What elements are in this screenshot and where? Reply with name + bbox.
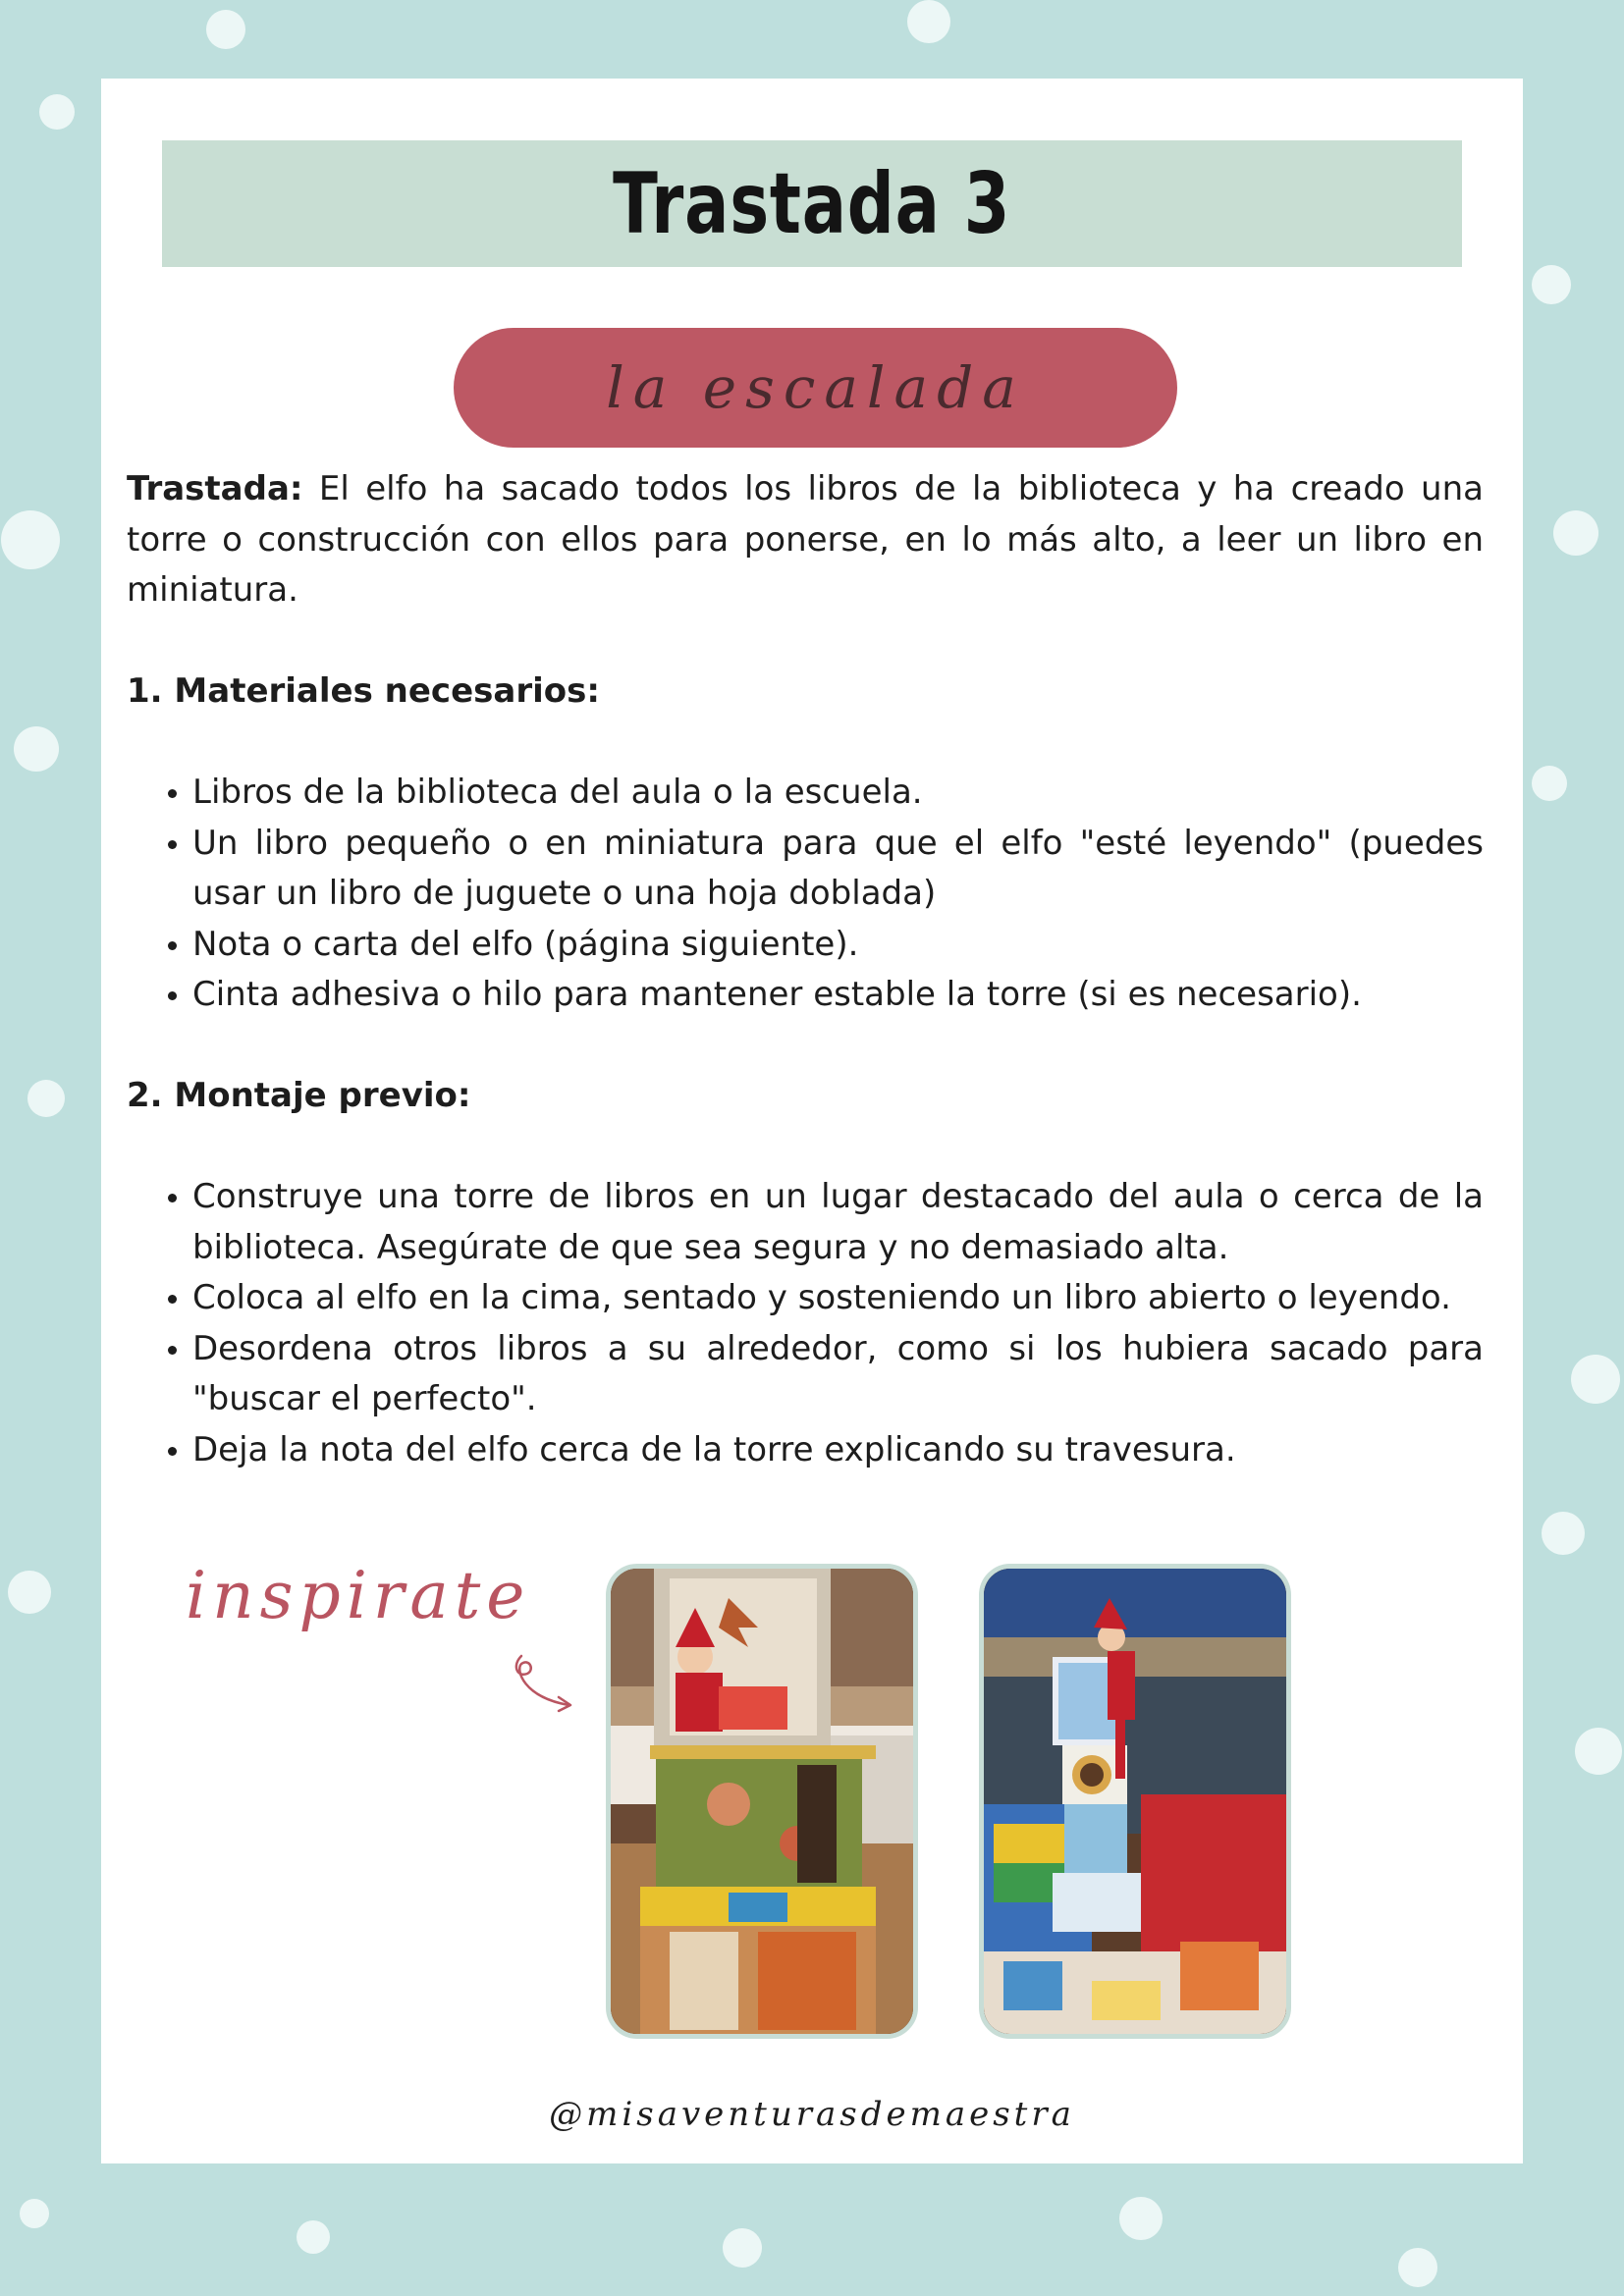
inspiration-block — [186, 1558, 598, 1695]
setup-list — [127, 1172, 1484, 1475]
curly-arrow-icon — [510, 1648, 588, 1717]
intro-text: El elfo ha sacado todos los libros de la biblioteca y ha creado una torre o construcción con ellos para ponerse, en lo más alto, a leer un libro en miniatura. — [127, 469, 1484, 610]
list-item: • Coloca al elfo en la cima, sentado y sosteniendo un libro abierto o leyendo. — [192, 1273, 1484, 1324]
page-title: Trastada 3 — [613, 154, 1011, 253]
elf-book-tower-classroom-photo — [984, 1569, 1286, 2034]
footer-handle: @misaventurasdemaestra — [549, 2095, 1075, 2134]
list-item: • Cinta adhesiva o hilo para mantener estable la torre (si es necesario). — [192, 970, 1484, 1021]
list-item: • Construye una torre de libros en un lugar destacado del aula o cerca de la biblioteca. Asegúrate de que sea segura y no demasiado alta. — [192, 1172, 1484, 1273]
list-item: • Un libro pequeño o en miniatura para que el elfo "esté leyendo" (puedes usar un libro de juguete o una hoja doblada) — [192, 819, 1484, 920]
intro-paragraph — [127, 464, 1484, 616]
title-banner — [162, 140, 1462, 267]
materials-heading: 1. Materiales necesarios: — [127, 671, 600, 711]
list-item: • Libros de la biblioteca del aula o la escuela. — [192, 768, 1484, 819]
intro-label: Trastada: — [127, 469, 303, 508]
list-item: • Deja la nota del elfo cerca de la torre explicando su travesura. — [192, 1425, 1484, 1476]
inspiration-photo-1 — [606, 1564, 918, 2039]
inspiration-photo-2 — [979, 1564, 1291, 2039]
list-item: • Nota o carta del elfo (página siguiente). — [192, 920, 1484, 971]
elf-book-tower-photo — [611, 1569, 913, 2034]
materials-list — [127, 768, 1484, 1021]
inspiration-label: inspirate — [186, 1558, 531, 1633]
content-page — [101, 79, 1523, 2163]
page-subtitle: la escalada — [606, 354, 1025, 421]
main-text — [127, 464, 1484, 1475]
setup-heading: 2. Montaje previo: — [127, 1076, 471, 1115]
list-item: • Desordena otros libros a su alrededor, como si los hubiera sacado para "buscar el perfecto". — [192, 1324, 1484, 1425]
subtitle-pill — [454, 328, 1177, 448]
